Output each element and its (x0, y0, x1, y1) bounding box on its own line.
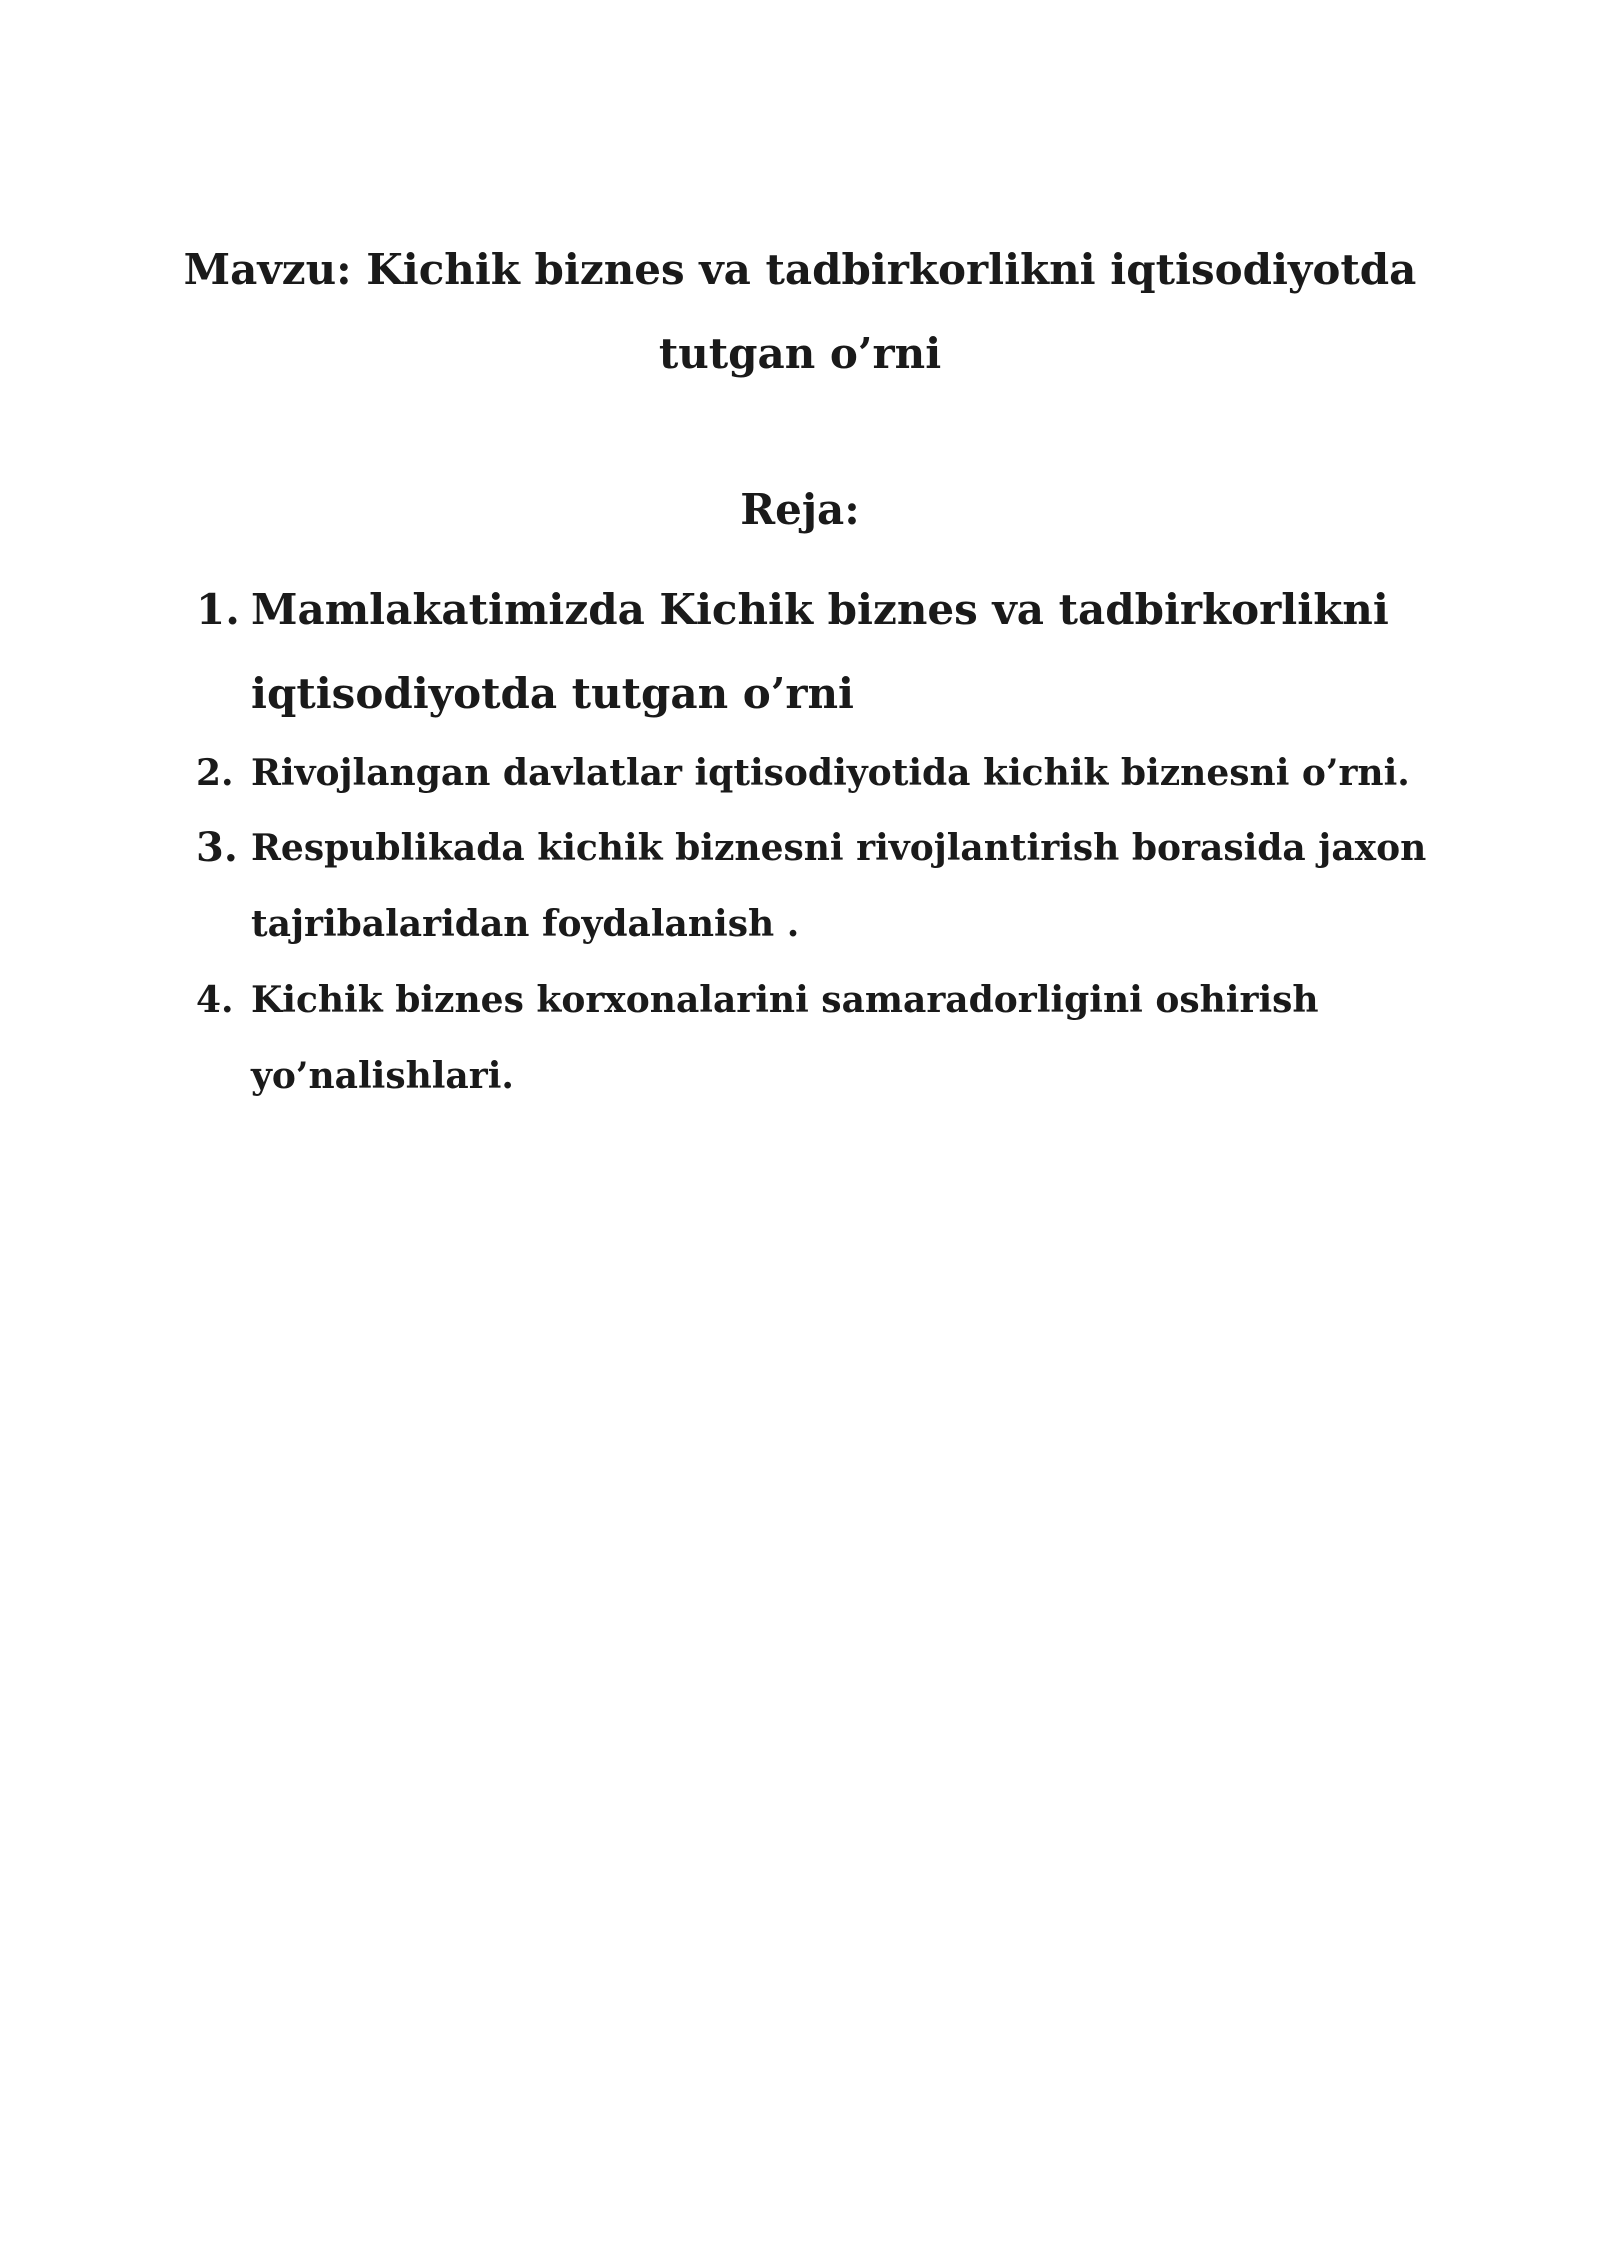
plan-item-number: 3. (196, 824, 238, 871)
plan-item-text-line: tajribalaridan foydalanish . (251, 903, 800, 945)
plan-item-text-line: iqtisodiyotda tutgan o’rni (251, 669, 855, 718)
plan-item-number: 4. (196, 979, 234, 1021)
document-title (0, 228, 1600, 396)
title-line-2: tutgan o’rni (658, 329, 942, 378)
plan-item-number: 1. (196, 585, 240, 634)
plan-item-2 (196, 736, 1436, 810)
plan-item-text-line: Mamlakatimizda Kichik biznes va tadbirkorlikni (251, 585, 1389, 634)
plan-item-1 (196, 568, 1436, 736)
plan-item-3 (196, 810, 1436, 962)
plan-item-text-line: Rivojlangan davlatlar iqtisodiyotida kichik biznesni o’rni. (251, 752, 1410, 794)
title-line-1: Mavzu: Kichik biznes va tadbirkorlikni iqtisodiyotda (183, 245, 1417, 294)
plan-item-text-line: Respublikada kichik biznesni rivojlantirish borasida jaxon (251, 827, 1427, 869)
plan-heading: Reja: (740, 485, 860, 534)
plan-item-text-line: Kichik biznes korxonalarini samaradorligini oshirish (251, 979, 1319, 1021)
plan-list (196, 568, 1436, 1114)
plan-item-4 (196, 962, 1436, 1114)
plan-item-text-line: yo’nalishlari. (251, 1055, 514, 1097)
plan-item-number: 2. (196, 752, 234, 794)
